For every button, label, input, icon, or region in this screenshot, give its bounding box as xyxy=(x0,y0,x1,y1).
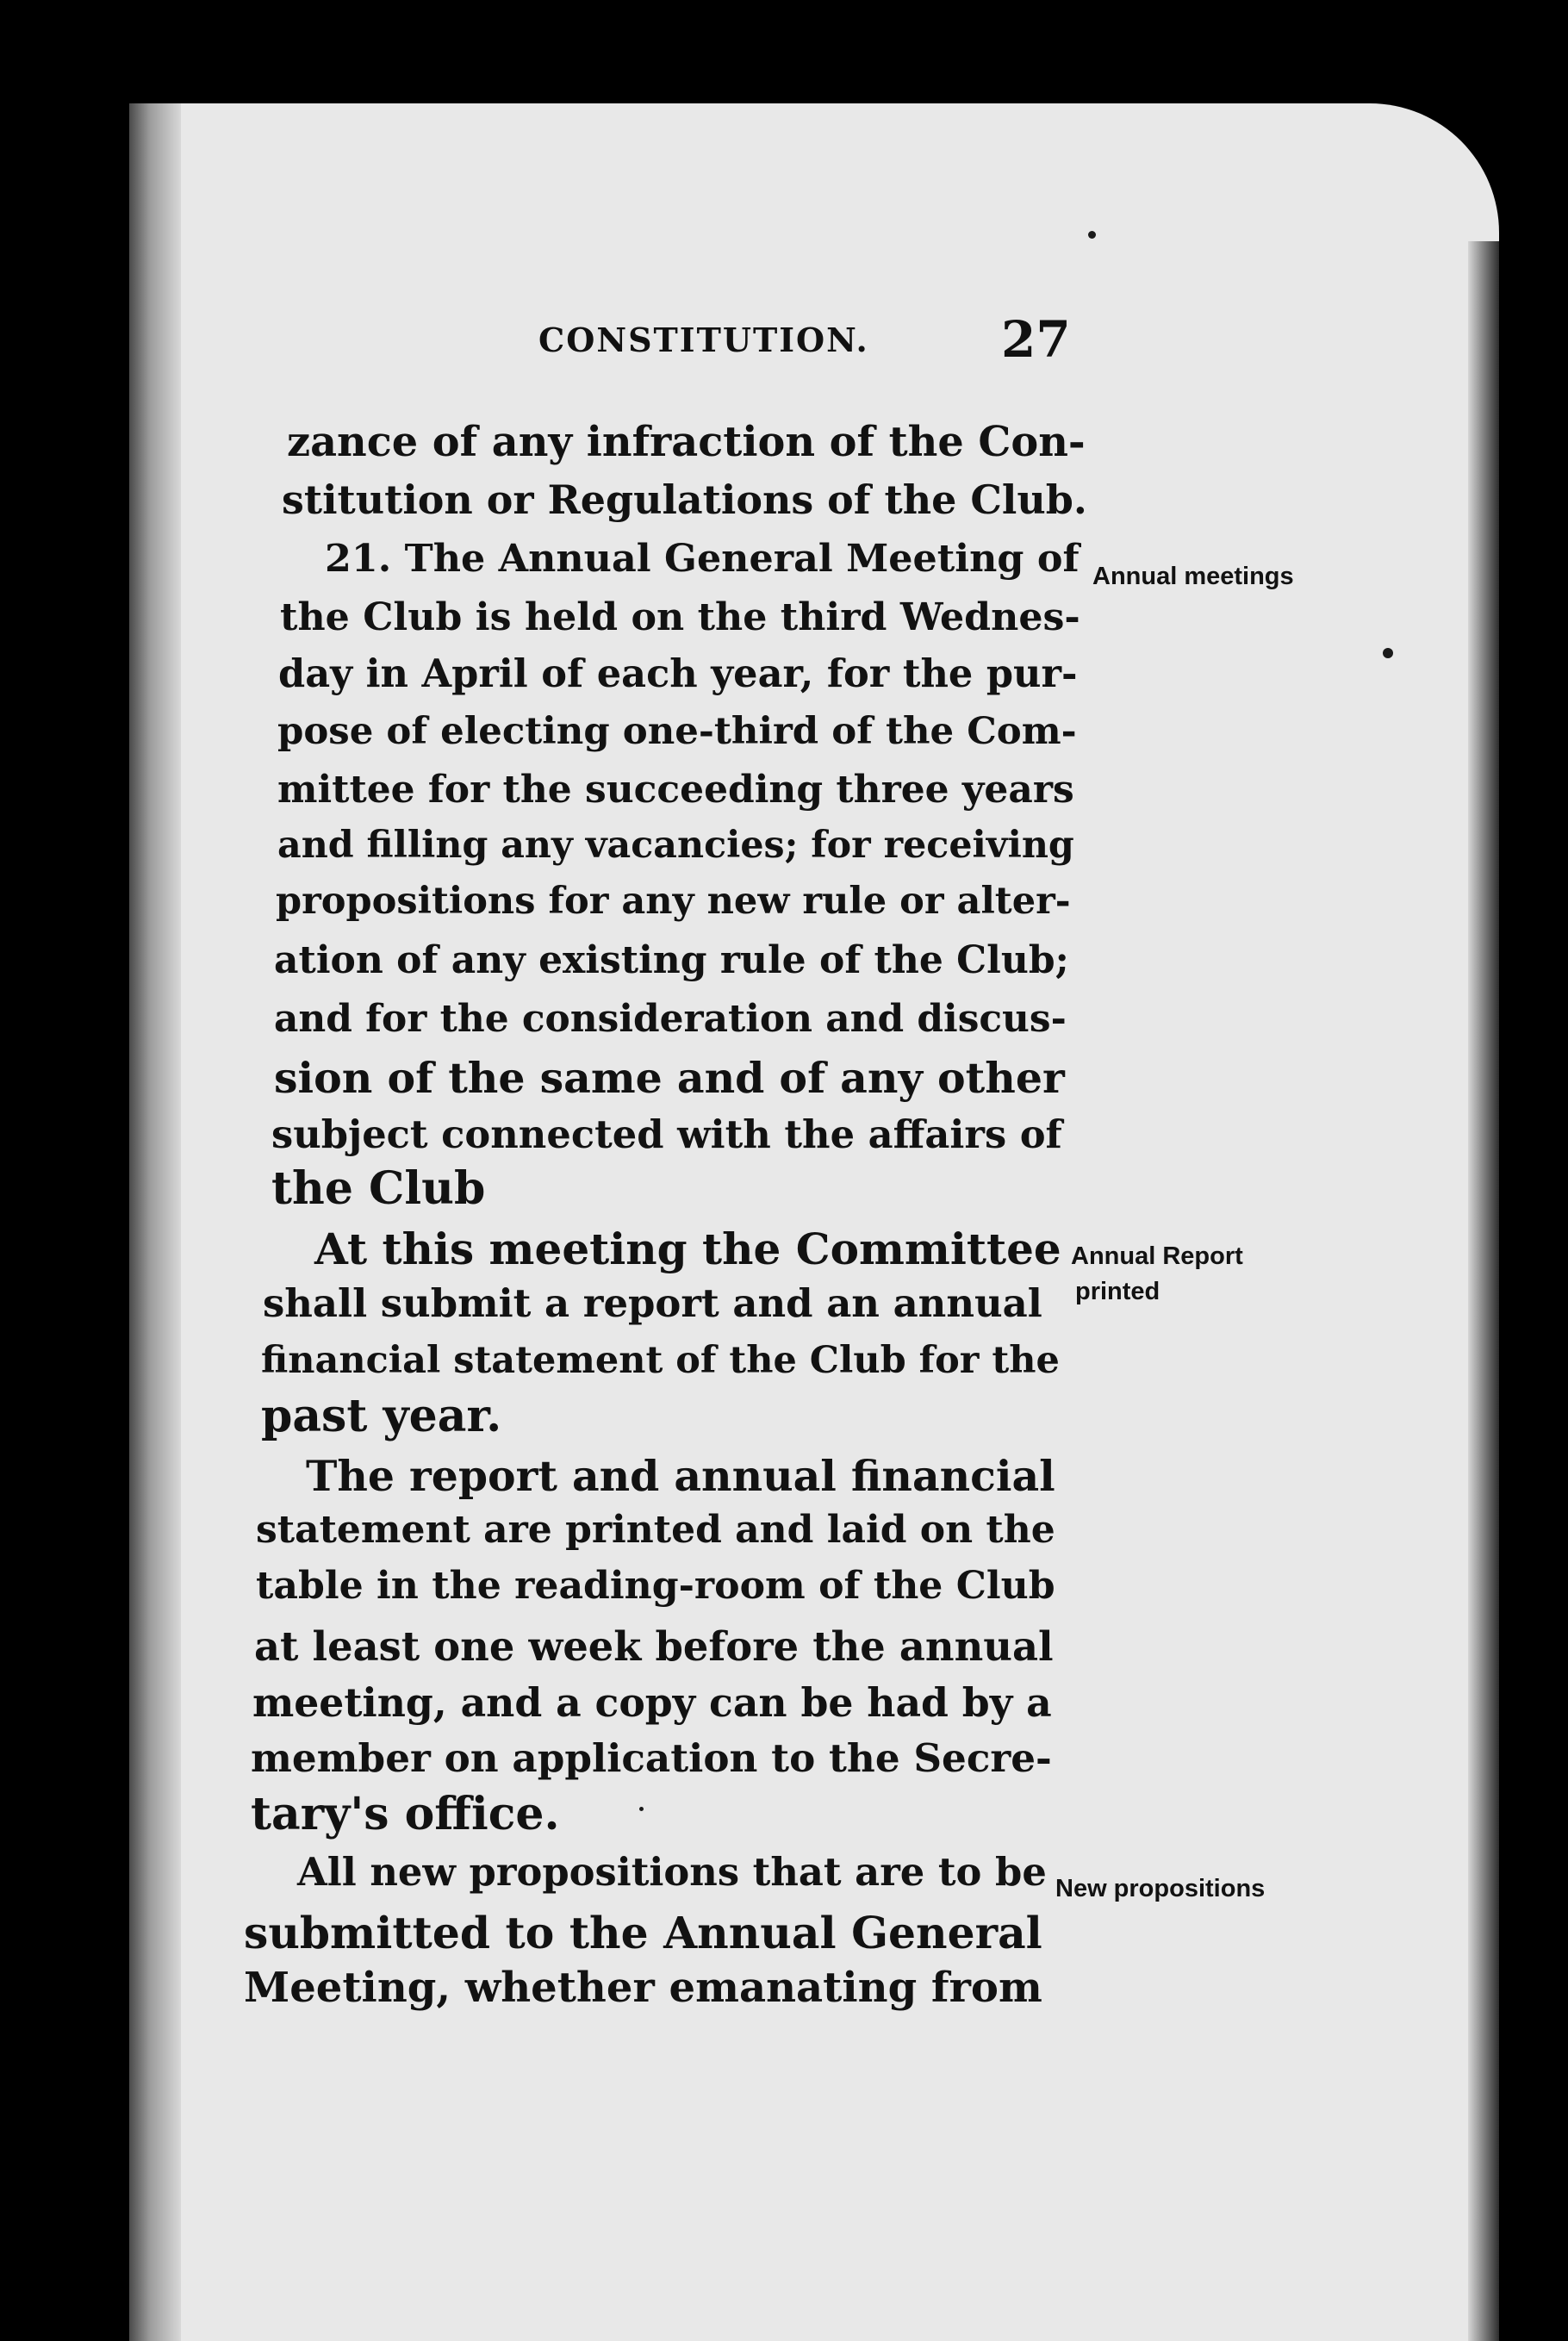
body-line: 21. The Annual General Meeting of xyxy=(325,536,1080,581)
margin-note-new-propositions: New propositions xyxy=(1055,1875,1266,1902)
body-line: The report and annual financial xyxy=(306,1451,1055,1501)
body-line: At this meeting the Committee xyxy=(314,1223,1061,1274)
body-line: table in the reading-room of the Club xyxy=(256,1564,1055,1608)
body-line: at least one week before the annual xyxy=(254,1622,1054,1670)
body-line: statement are printed and laid on the xyxy=(256,1508,1055,1552)
body-line: mittee for the succeeding three years xyxy=(277,768,1074,812)
body-line: submitted to the Annual General xyxy=(244,1908,1042,1958)
body-line: Meeting, whether emanating from xyxy=(244,1964,1042,2012)
body-line: meeting, and a copy can be had by a xyxy=(252,1679,1052,1726)
margin-note-printed: printed xyxy=(1075,1278,1160,1305)
body-line: stitution or Regulations of the Club. xyxy=(282,476,1087,523)
body-line: propositions for any new rule or alter- xyxy=(276,880,1071,923)
body-line: financial statement of the Club for the xyxy=(261,1339,1060,1382)
running-head: CONSTITUTION. xyxy=(538,321,869,359)
body-line: subject connected with the affairs of xyxy=(271,1111,1062,1157)
body-line: tary's office. xyxy=(251,1788,560,1840)
body-line: and filling any vacancies; for receiving xyxy=(277,824,1074,867)
body-line: pose of electing one-third of the Com- xyxy=(277,709,1077,753)
binding-shadow xyxy=(129,103,181,2341)
body-line: the Club xyxy=(271,1162,486,1215)
margin-note-annual-report: Annual Report xyxy=(1071,1242,1243,1270)
body-line: All new propositions that are to be xyxy=(297,1849,1047,1895)
body-line: sion of the same and of any other xyxy=(274,1053,1065,1103)
margin-note-annual-meetings: Annual meetings xyxy=(1092,563,1294,590)
body-line: shall submit a report and an annual xyxy=(263,1280,1042,1326)
body-line: past year. xyxy=(261,1390,502,1442)
body-line: member on application to the Secre- xyxy=(251,1735,1052,1781)
page-number: 27 xyxy=(1001,310,1071,369)
body-line: zance of any infraction of the Con- xyxy=(287,418,1086,466)
page-edge-shadow xyxy=(1468,241,1499,2341)
scan-speck xyxy=(1383,648,1393,658)
body-line: day in April of each year, for the pur- xyxy=(278,651,1078,696)
body-line: ation of any existing rule of the Club; xyxy=(274,938,1069,982)
body-line: the Club is held on the third Wednes- xyxy=(280,595,1080,639)
scan-speck xyxy=(1088,231,1096,239)
scan-speck xyxy=(639,1807,644,1811)
body-line: and for the consideration and discus- xyxy=(274,997,1067,1041)
